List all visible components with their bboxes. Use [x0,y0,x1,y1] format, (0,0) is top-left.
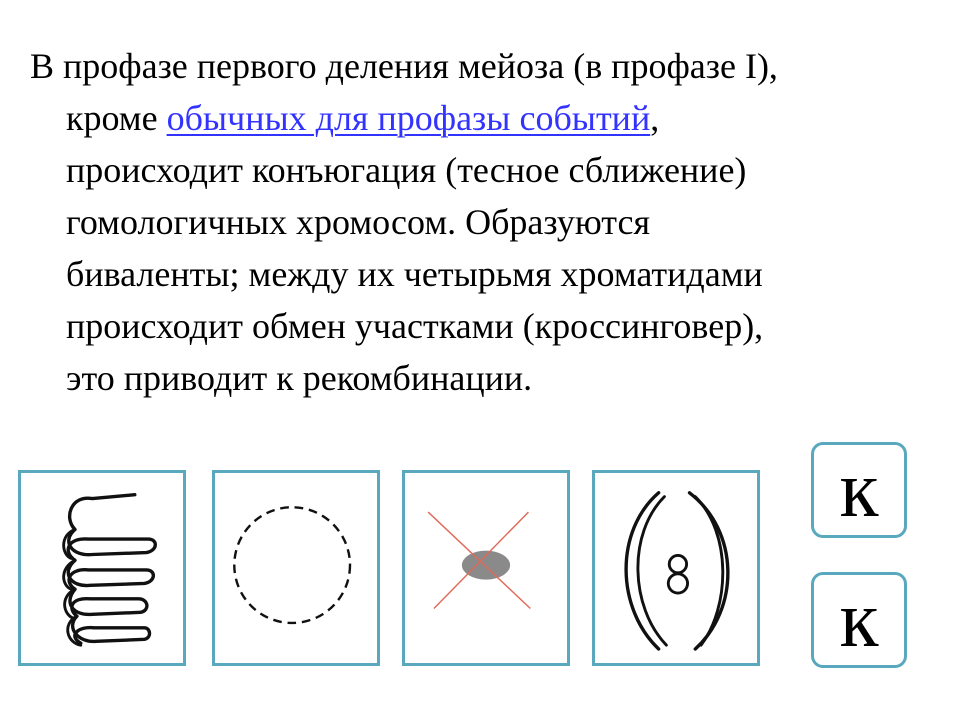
main-paragraph [30,40,930,404]
coiled-chromatin-icon [21,473,183,663]
dashed-nuclear-envelope-icon [215,473,377,663]
paragraph-line-5: биваленты; между их четырьмя хроматидами [66,254,763,294]
nucleolus-crossed-out-icon [405,473,567,663]
panel-spindle-bivalent[interactable] [592,470,760,666]
paragraph-line-1: В профазе первого деления мейоза (в профазе I), [30,46,778,86]
paragraph-line-4: гомологичных хромосом. Образуются [66,202,650,242]
panel-nuclear-envelope[interactable] [212,470,380,666]
panel-coiled-chromatin[interactable] [18,470,186,666]
paragraph-line-7: это приводит к рекомбинации. [66,358,533,398]
paragraph-line-2-end: , [650,98,660,138]
panel-nucleolus[interactable] [402,470,570,666]
k-button-bottom[interactable]: к [811,572,907,668]
k-button-top[interactable]: к [811,442,907,538]
paragraph-line-2 [30,92,930,144]
paragraph-line-6: происходит обмен участками (кроссинговер), [66,306,764,346]
paragraph-line-2-start: кроме [66,98,167,138]
prophase-events-link[interactable]: обычных для профазы событий [166,98,651,138]
spindle-bivalent-icon [595,473,757,663]
paragraph-line-3: происходит конъюгация (тесное сближение) [66,150,747,190]
